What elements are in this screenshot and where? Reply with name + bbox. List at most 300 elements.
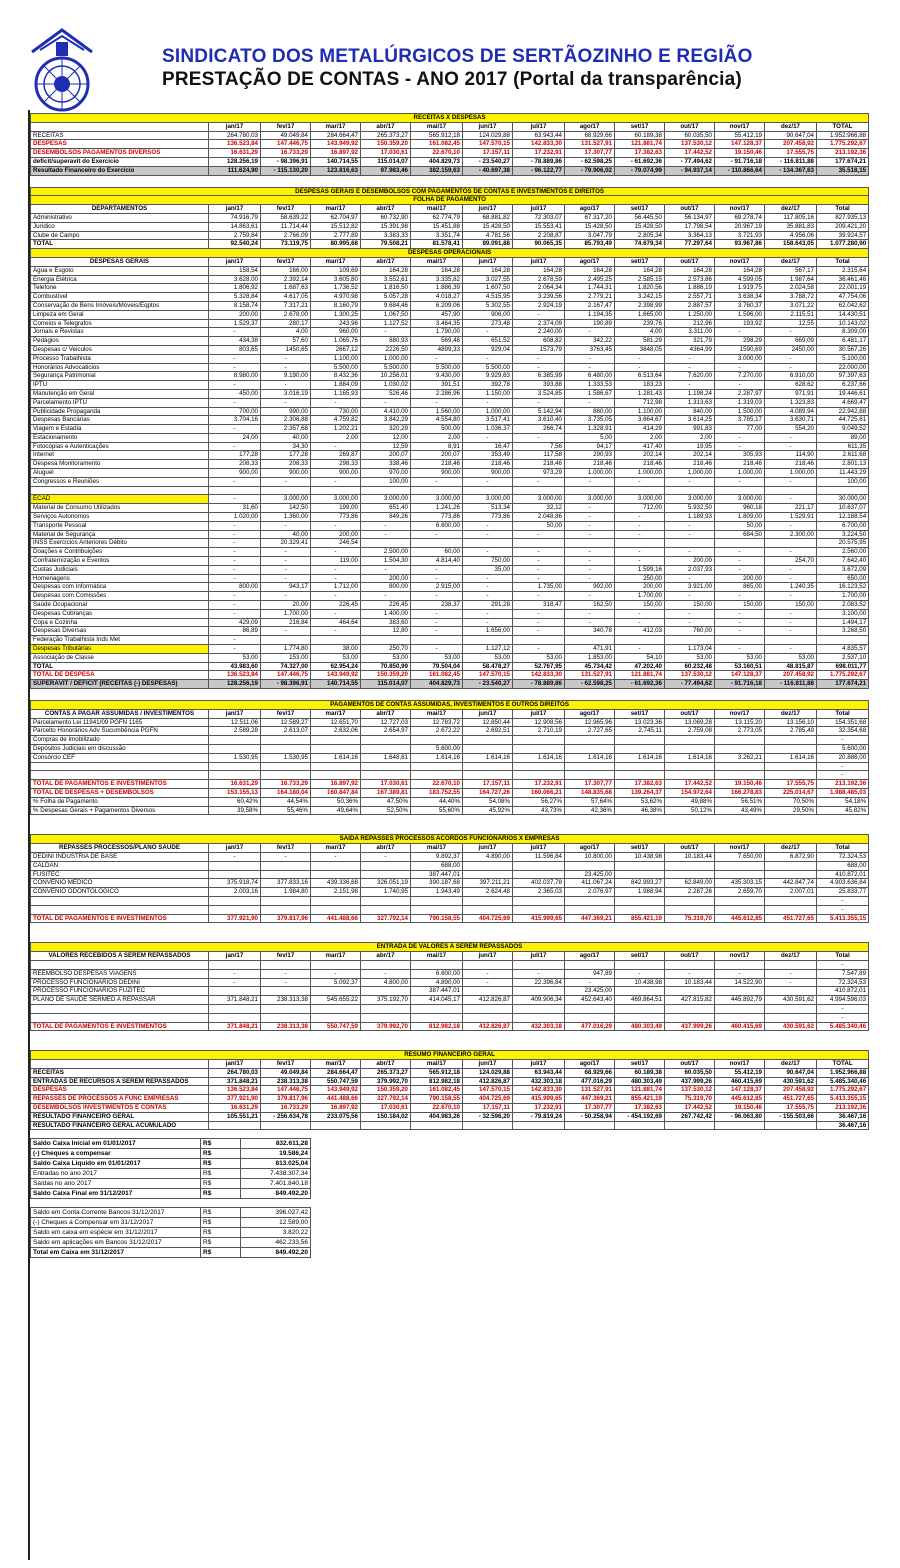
value-cell [565, 744, 615, 753]
value-cell: 992,00 [565, 583, 615, 592]
value-cell: 12.783,72 [411, 718, 463, 727]
value-cell: 57,64% [565, 797, 615, 806]
value-cell: 115.014,07 [361, 157, 411, 166]
column-header: VALORES RECEBIDOS A SEREM REPASSADOS [31, 952, 209, 961]
value-cell [463, 960, 513, 969]
value-cell: 397.211,21 [463, 879, 513, 888]
table-row [31, 680, 869, 689]
value-cell: 100,00 [817, 477, 869, 486]
column-header: jan/17 [209, 1060, 261, 1069]
value-cell: 1.596,00 [715, 310, 765, 319]
column-header: ago/17 [565, 205, 615, 214]
value-cell: 10.143,02 [817, 319, 869, 328]
value-cell: 5.600,00 [817, 744, 869, 753]
value-cell: - [311, 548, 361, 557]
value-cell: 90.647,04 [765, 1068, 817, 1077]
value-cell: 411.067,24 [565, 879, 615, 888]
column-header-row [31, 205, 869, 214]
row-label: Saúde Ocupacional [31, 601, 209, 610]
value-cell: 412,03 [615, 627, 665, 636]
value-cell [209, 1004, 261, 1013]
value-cell: 371.848,21 [209, 1022, 261, 1031]
value-cell [463, 762, 513, 771]
value-cell: 12.850,44 [463, 718, 513, 727]
value-cell: 72.324,53 [817, 852, 869, 861]
table-row [31, 310, 869, 319]
value-cell: - 50.258,94 [565, 1112, 615, 1121]
value-cell: - [513, 548, 565, 557]
row-label: CONVÊNIO MÉDICO [31, 879, 209, 888]
value-cell [261, 905, 311, 914]
value-cell: 264.780,03 [209, 131, 261, 140]
value-cell: - 78.889,86 [513, 680, 565, 689]
value-cell: 143.949,92 [311, 1086, 361, 1095]
table-row [31, 762, 869, 771]
value-cell: - 61.692,36 [615, 157, 665, 166]
row-label: CALDAN [31, 861, 209, 870]
value-cell: 54,10 [615, 653, 665, 662]
value-cell: 3.016,19 [261, 389, 311, 398]
table-row [31, 213, 869, 222]
row-label: TOTAL DE PAGAMENTOS E INVESTIMENTOS [31, 1022, 209, 1031]
value-cell [463, 771, 513, 780]
table-row [31, 372, 869, 381]
row-label: % Folha de Pagamento [31, 797, 209, 806]
value-cell: 137.530,12 [665, 671, 715, 680]
value-cell [615, 861, 665, 870]
table-row [31, 1095, 869, 1104]
value-cell: 3.000,00 [513, 495, 565, 504]
value-cell [311, 905, 361, 914]
cash-label: Saldo Caixa Final em 31/12/2017 [31, 1189, 201, 1199]
value-cell: 651,52 [463, 337, 513, 346]
value-cell: 840,00 [665, 407, 715, 416]
row-label: TOTAL DE PAGAMENTOS E INVESTIMENTOS [31, 780, 209, 789]
value-cell: 404.829,73 [411, 157, 463, 166]
value-cell: 321,79 [665, 337, 715, 346]
currency-symbol: R$ [201, 1228, 241, 1238]
value-cell: 60,42% [209, 797, 261, 806]
value-cell: 669,09 [765, 337, 817, 346]
column-header: fev/17 [261, 1060, 311, 1069]
row-label: Limpeza em Geral [31, 310, 209, 319]
value-cell: 4.599,05 [715, 275, 765, 284]
value-cell: 17.382,63 [615, 149, 665, 158]
value-cell: 1.360,00 [261, 513, 311, 522]
value-cell [361, 1013, 411, 1022]
column-header: set/17 [615, 844, 665, 853]
value-cell: 8,91 [411, 442, 463, 451]
value-cell: - [261, 592, 311, 601]
value-cell: - [209, 539, 261, 548]
value-cell [615, 905, 665, 914]
table-row [31, 718, 869, 727]
value-cell: 4.890,00 [463, 852, 513, 861]
value-cell [261, 987, 311, 996]
value-cell: - [361, 530, 411, 539]
column-header: fev/17 [261, 257, 311, 266]
value-cell: 1.494,17 [817, 618, 869, 627]
table-row [31, 275, 869, 284]
row-label: ECAD [31, 495, 209, 504]
column-header: mai/17 [411, 709, 463, 718]
value-cell: 164,28 [715, 266, 765, 275]
value-cell: 1.100,00 [311, 354, 361, 363]
value-cell: 154.972,64 [665, 788, 715, 797]
value-cell: 4.994.596,03 [817, 996, 869, 1005]
value-cell: - [311, 627, 361, 636]
table-row [31, 433, 869, 442]
value-cell: 17.232,91 [513, 780, 565, 789]
currency-symbol: R$ [201, 1149, 241, 1159]
table-row [31, 539, 869, 548]
cash-label: Total em Caixa em 31/12/2017 [31, 1248, 201, 1258]
value-cell: - [513, 627, 565, 636]
value-cell: 67.317,20 [565, 213, 615, 222]
value-cell: 86,89 [209, 627, 261, 636]
value-cell [665, 736, 715, 745]
value-cell: 57,60 [261, 337, 311, 346]
value-cell: 36.461,46 [817, 275, 869, 284]
value-cell: 12,55 [765, 319, 817, 328]
value-cell: 17.307,77 [565, 1104, 615, 1113]
value-cell: 52,50% [361, 806, 411, 815]
value-cell: 460.415,69 [715, 1022, 765, 1031]
value-cell: 164.180,04 [261, 788, 311, 797]
value-cell: 1.300,25 [311, 310, 361, 319]
value-cell: - [261, 477, 311, 486]
value-cell: 139.264,37 [615, 788, 665, 797]
value-cell: - [665, 969, 715, 978]
value-cell: 464,64 [311, 618, 361, 627]
value-cell [361, 762, 411, 771]
value-cell [361, 861, 411, 870]
value-cell: 3.628,00 [209, 275, 261, 284]
column-header: mar/17 [311, 709, 361, 718]
value-cell: 4.835,57 [817, 645, 869, 654]
value-cell: - [463, 530, 513, 539]
value-cell [361, 1004, 411, 1013]
table-row [31, 166, 869, 175]
value-cell: 20.967,19 [715, 222, 765, 231]
column-header: nov/17 [715, 709, 765, 718]
cash-value: 832.611,28 [241, 1139, 311, 1149]
column-header: ago/17 [565, 1060, 615, 1069]
value-cell: 1.323,83 [765, 398, 817, 407]
value-cell: - [209, 425, 261, 434]
value-cell: - [463, 574, 513, 583]
value-cell: 218,46 [411, 460, 463, 469]
value-cell: 442.847,74 [765, 879, 817, 888]
value-cell: 265.373,27 [361, 131, 411, 140]
value-cell: 990,00 [261, 407, 311, 416]
value-cell: - 110.866,64 [715, 166, 765, 175]
value-cell: 63.943,44 [513, 131, 565, 140]
value-cell: - [817, 1004, 869, 1013]
value-cell: - [715, 442, 765, 451]
value-cell: - 23.540,27 [463, 157, 513, 166]
value-cell: 20.329,41 [261, 539, 311, 548]
value-cell: 4.759,82 [311, 416, 361, 425]
value-cell: 684,50 [715, 530, 765, 539]
column-header: mai/17 [411, 952, 463, 961]
value-cell: 880,00 [565, 407, 615, 416]
value-cell: 900,00 [209, 469, 261, 478]
value-cell: - [463, 328, 513, 337]
value-cell: 628,62 [765, 381, 817, 390]
value-cell: 143.949,92 [311, 671, 361, 680]
row-label: FUSITEC [31, 870, 209, 879]
value-cell: 9.684,46 [361, 301, 411, 310]
value-cell: 2.710,19 [513, 727, 565, 736]
value-cell: - 61.692,36 [615, 680, 665, 689]
value-cell: 712,98 [615, 398, 665, 407]
value-cell: 900,00 [261, 469, 311, 478]
value-cell: 3.262,21 [715, 753, 765, 762]
value-cell: 943,17 [261, 583, 311, 592]
value-cell: 250,70 [361, 645, 411, 654]
column-header: CONTAS A PAGAR ASSUMIDAS / INVESTIMENTOS [31, 709, 209, 718]
value-cell: 3.100,00 [817, 609, 869, 618]
value-cell: 414.045,17 [411, 996, 463, 1005]
table-row [31, 407, 869, 416]
value-cell: 2.773,05 [715, 727, 765, 736]
column-header: jul/17 [513, 257, 565, 266]
value-cell: 404.983,26 [411, 1112, 463, 1121]
value-cell [665, 1121, 715, 1130]
value-cell [565, 861, 615, 870]
value-cell: 2.573,86 [665, 275, 715, 284]
value-cell: 812.982,18 [411, 1077, 463, 1086]
column-header: dez/17 [765, 709, 817, 718]
value-cell: - [513, 969, 565, 978]
value-cell: 1590,69 [715, 345, 765, 354]
value-cell: 17.232,91 [513, 1104, 565, 1113]
value-cell: 298,33 [311, 460, 361, 469]
value-cell: 960,18 [715, 504, 765, 513]
row-label: ENTRADAS DE RECURSOS A SEREM REPASSADOS [31, 1077, 209, 1086]
column-header-row [31, 952, 869, 961]
value-cell: 124.029,88 [463, 131, 513, 140]
table-row [31, 328, 869, 337]
value-cell: 3.735,05 [565, 416, 615, 425]
value-cell: 53,00 [209, 653, 261, 662]
value-cell: 377.921,90 [209, 914, 261, 923]
value-cell: 43,73% [513, 806, 565, 815]
currency-symbol: R$ [201, 1238, 241, 1248]
cash-summary-initial [30, 1138, 310, 1199]
value-cell [261, 1013, 311, 1022]
cash-value: 396.027,42 [241, 1208, 311, 1218]
column-header: Total [817, 205, 869, 214]
value-cell: 8.980,00 [209, 372, 261, 381]
value-cell: 2.392,14 [261, 275, 311, 284]
table-row [31, 451, 869, 460]
column-header: jul/17 [513, 205, 565, 214]
value-cell: 427.815,82 [665, 996, 715, 1005]
row-label: DESEMBOLSOS PAGAMENTOS DIVERSOS [31, 149, 209, 158]
value-cell: - [765, 969, 817, 978]
value-cell: 3848,05 [615, 345, 665, 354]
value-cell: 121.881,74 [615, 140, 665, 149]
value-cell: 17.030,61 [361, 780, 411, 789]
value-cell: 147.128,37 [715, 1086, 765, 1095]
value-cell: - 116.811,88 [765, 680, 817, 689]
row-label: Consórcio CEF [31, 753, 209, 762]
value-cell: 971,91 [765, 389, 817, 398]
value-cell: 2.240,00 [513, 328, 565, 337]
row-label: PROCESSO FUNCIONÁRIOS DEDINI [31, 978, 209, 987]
value-cell: 3.000,00 [261, 495, 311, 504]
value-cell: 3.268,50 [817, 627, 869, 636]
value-cell: 70.850,99 [361, 662, 411, 671]
value-cell: 1.735,00 [513, 583, 565, 592]
value-cell: 60,00 [411, 548, 463, 557]
value-cell: 72.303,07 [513, 213, 565, 222]
value-cell: 16.733,29 [261, 149, 311, 158]
value-cell: 371.848,21 [209, 1077, 261, 1086]
value-cell: 3.047,79 [565, 231, 615, 240]
value-cell: 379.992,70 [361, 1077, 411, 1086]
column-header: mai/17 [411, 257, 463, 266]
value-cell: 1.202,21 [311, 425, 361, 434]
value-cell: 147.570,15 [463, 671, 513, 680]
value-cell: 1.529,37 [209, 319, 261, 328]
value-cell: 439.336,68 [311, 879, 361, 888]
value-cell: 6.872,90 [765, 852, 817, 861]
table-row [31, 636, 869, 645]
value-cell [209, 861, 261, 870]
value-cell: - [209, 609, 261, 618]
value-cell: - [261, 969, 311, 978]
value-cell: 17.442,52 [665, 1104, 715, 1113]
table-row [31, 495, 869, 504]
value-cell: - [463, 609, 513, 618]
value-cell: - [565, 477, 615, 486]
value-cell [261, 960, 311, 969]
value-cell: 208,33 [261, 460, 311, 469]
value-cell: 13.115,20 [715, 718, 765, 727]
value-cell: 39,58% [209, 806, 261, 815]
value-cell [565, 960, 615, 969]
column-header: jul/17 [513, 844, 565, 853]
value-cell: 238,37 [411, 601, 463, 610]
value-cell: 1.194,35 [565, 310, 615, 319]
value-cell: 53,00 [765, 653, 817, 662]
value-cell [765, 486, 817, 495]
value-cell: 200,00 [209, 310, 261, 319]
value-cell [361, 870, 411, 879]
value-cell: 3.242,15 [615, 293, 665, 302]
value-cell: 430.591,62 [765, 996, 817, 1005]
value-cell: 238.313,38 [261, 1022, 311, 1031]
value-cell: 5.485.340,46 [817, 1022, 869, 1031]
value-cell: 3.605,80 [311, 275, 361, 284]
cash-label: Saldo Caixa Inicial em 01/01/2017 [31, 1139, 201, 1149]
value-cell: 2667,12 [311, 345, 361, 354]
value-cell: - [665, 381, 715, 390]
section-title [31, 114, 869, 123]
value-cell [513, 1121, 565, 1130]
value-cell: - [209, 645, 261, 654]
value-cell [715, 736, 765, 745]
value-cell: 17.307,77 [565, 780, 615, 789]
column-header: abr/17 [361, 257, 411, 266]
value-cell: 5.413.355,15 [817, 1095, 869, 1104]
value-cell [715, 1013, 765, 1022]
value-cell: 393,88 [513, 381, 565, 390]
value-cell: 1.198,24 [665, 389, 715, 398]
value-cell [665, 960, 715, 969]
value-cell: 2.672,22 [411, 727, 463, 736]
value-cell: 158,54 [209, 266, 261, 275]
value-cell: 150,00 [615, 601, 665, 610]
row-label: Depósitos Judiciais em discussão [31, 744, 209, 753]
value-cell: - 256.634,78 [261, 1112, 311, 1121]
value-cell: 842.993,27 [615, 879, 665, 888]
value-cell: 1.504,30 [361, 557, 411, 566]
value-cell: 1.599,16 [615, 565, 665, 574]
value-cell: 16.631,29 [209, 149, 261, 158]
column-header: fev/17 [261, 844, 311, 853]
value-cell: 447.369,21 [565, 1095, 615, 1104]
value-cell: 441.488,66 [311, 914, 361, 923]
currency-symbol: R$ [201, 1159, 241, 1169]
value-cell: 929,04 [463, 345, 513, 354]
table-row [31, 753, 869, 762]
row-label: CONVÊNIO ODONTOLÓGICO [31, 888, 209, 897]
value-cell: - [665, 618, 715, 627]
value-cell: 760,00 [665, 627, 715, 636]
value-cell: 5.302,55 [463, 301, 513, 310]
value-cell: 437.999,26 [665, 1077, 715, 1086]
table-row [31, 609, 869, 618]
value-cell [361, 960, 411, 969]
value-cell: 1.984,80 [261, 888, 311, 897]
value-cell: 45.734,42 [565, 662, 615, 671]
table-row [31, 727, 869, 736]
value-cell: - [615, 645, 665, 654]
column-header: Total [817, 844, 869, 853]
value-cell: - [463, 477, 513, 486]
value-cell [513, 636, 565, 645]
value-cell: - [817, 771, 869, 780]
value-cell: 213.192,36 [817, 149, 869, 158]
row-label: TOTAL [31, 240, 209, 249]
value-cell: 3.000,00 [361, 495, 411, 504]
value-cell: 2.624,48 [463, 888, 513, 897]
value-cell: - [665, 609, 715, 618]
value-cell: 342,22 [565, 337, 615, 346]
column-header: jan/17 [209, 257, 261, 266]
row-label: Custas Judiciais [31, 565, 209, 574]
value-cell: 1.067,50 [361, 310, 411, 319]
value-cell: 45,92% [463, 806, 513, 815]
value-cell: 79.508,21 [361, 240, 411, 249]
value-cell: 3.000,00 [715, 495, 765, 504]
value-cell: 5.500,00 [361, 363, 411, 372]
value-cell: 2.398,99 [615, 301, 665, 310]
value-cell: 160.847,84 [311, 788, 361, 797]
table-row [31, 592, 869, 601]
value-cell: - [463, 548, 513, 557]
value-cell: 4.970,98 [311, 293, 361, 302]
cash-label: (-) Cheques a compensar [31, 1149, 201, 1159]
value-cell: 379.817,96 [261, 1095, 311, 1104]
value-cell [361, 736, 411, 745]
value-cell: 2.287,26 [665, 888, 715, 897]
value-cell: 60.035,50 [665, 1068, 715, 1077]
